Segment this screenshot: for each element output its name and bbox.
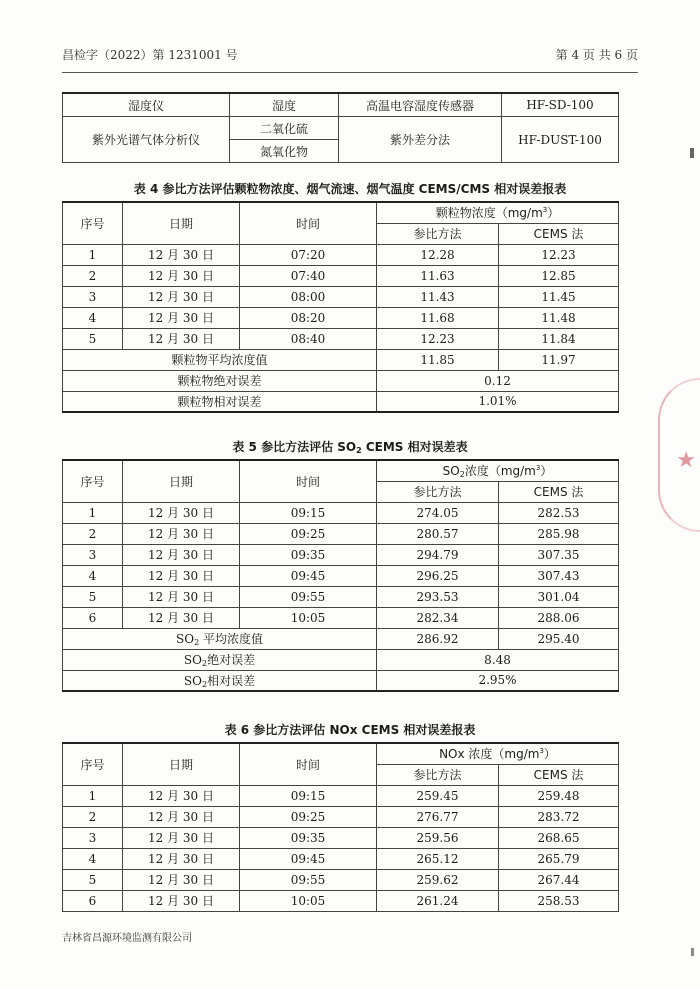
table-cell: 08:00 <box>240 286 377 307</box>
avg-row <box>63 628 619 649</box>
table-cell: 12 月 30 日 <box>123 244 240 265</box>
instrument-table <box>62 92 619 163</box>
company-footer: 吉林省昌源环境监测有限公司 <box>62 933 192 944</box>
abs-error-row <box>63 370 619 391</box>
table-cell: 296.25 <box>377 565 499 586</box>
table-row <box>63 827 619 848</box>
table-cell: 12 月 30 日 <box>123 328 240 349</box>
table-cell: 12 月 30 日 <box>123 869 240 890</box>
abs-error-value: 0.12 <box>377 370 619 391</box>
table-row <box>63 93 619 117</box>
table-cell: 274.05 <box>377 502 499 523</box>
table-cell: 282.53 <box>499 502 619 523</box>
table-cell: 268.65 <box>499 827 619 848</box>
table-cell: 259.62 <box>377 869 499 890</box>
abs-error-row <box>63 649 619 670</box>
table-cell: 12 月 30 日 <box>123 785 240 806</box>
col-header-time: 时间 <box>240 743 377 785</box>
rel-error-row <box>63 670 619 691</box>
scan-mark <box>691 948 694 956</box>
instrument-method: 紫外差分法 <box>339 117 502 163</box>
table-cell: 294.79 <box>377 544 499 565</box>
table-cell: 2 <box>63 806 123 827</box>
table-cell: 4 <box>63 307 123 328</box>
table-row <box>63 869 619 890</box>
table-cell: 3 <box>63 286 123 307</box>
table-cell: 11.84 <box>499 328 619 349</box>
page-number: 第 4 页 共 6 页 <box>555 48 638 62</box>
table5 <box>62 459 619 692</box>
instrument-param: 氮氧化物 <box>230 140 339 163</box>
col-header-date: 日期 <box>123 202 240 244</box>
table-cell: 267.44 <box>499 869 619 890</box>
table-cell: 08:20 <box>240 307 377 328</box>
table-cell: 285.98 <box>499 523 619 544</box>
col-header-date: 日期 <box>123 460 240 502</box>
table4-caption: 表 4 参比方法评估颗粒物浓度、烟气流速、烟气温度 CEMS/CMS 相对误差报表 <box>133 182 567 196</box>
table-cell: 12 月 30 日 <box>123 544 240 565</box>
table-cell: 261.24 <box>377 890 499 911</box>
table-cell: 5 <box>63 869 123 890</box>
avg-label: 颗粒物平均浓度值 <box>63 349 377 370</box>
table-cell: 5 <box>63 586 123 607</box>
table-row <box>63 586 619 607</box>
instrument-param: 二氧化硫 <box>230 117 339 140</box>
table-cell: 12.23 <box>499 244 619 265</box>
table6 <box>62 742 619 912</box>
abs-error-label: 颗粒物绝对误差 <box>63 370 377 391</box>
seal-star-icon: ★ <box>676 448 696 473</box>
table-row <box>63 244 619 265</box>
abs-error-label: $SO_2$绝对误差 <box>63 649 377 670</box>
table-cell: 1 <box>63 244 123 265</box>
col-header-time: 时间 <box>240 460 377 502</box>
table-row <box>63 265 619 286</box>
table-cell: 07:40 <box>240 265 377 286</box>
rel-error-value: 1.01% <box>377 391 619 412</box>
table-cell: 6 <box>63 607 123 628</box>
table-cell: 09:45 <box>240 565 377 586</box>
table-cell: 11.43 <box>377 286 499 307</box>
table-cell: 259.48 <box>499 785 619 806</box>
table-cell: 09:45 <box>240 848 377 869</box>
table-cell: 11.48 <box>499 307 619 328</box>
instrument-name: 湿度仪 <box>63 93 230 117</box>
table-cell: 307.35 <box>499 544 619 565</box>
table-row <box>63 607 619 628</box>
table-cell: 09:15 <box>240 785 377 806</box>
instrument-model: HF-SD-100 <box>502 93 619 117</box>
instrument-method: 高温电容湿度传感器 <box>339 93 502 117</box>
table-cell: 259.56 <box>377 827 499 848</box>
header-rule <box>62 72 638 73</box>
table-row <box>63 565 619 586</box>
table-cell: 09:35 <box>240 544 377 565</box>
table-cell: 307.43 <box>499 565 619 586</box>
table-cell: 282.34 <box>377 607 499 628</box>
table-cell: 4 <box>63 848 123 869</box>
table-cell: 3 <box>63 827 123 848</box>
table-cell: 09:25 <box>240 806 377 827</box>
col-header-no: 序号 <box>63 202 123 244</box>
col-header-cems: CEMS 法 <box>499 764 619 785</box>
table6-caption: 表 6 参比方法评估 NOx CEMS 相对误差报表 <box>224 723 476 737</box>
table-cell: 12.85 <box>499 265 619 286</box>
table-row <box>63 502 619 523</box>
table-cell: 276.77 <box>377 806 499 827</box>
table-cell: 12 月 30 日 <box>123 890 240 911</box>
abs-error-value: 8.48 <box>377 649 619 670</box>
table-cell: 11.45 <box>499 286 619 307</box>
scan-mark <box>690 148 694 158</box>
table-cell: 1 <box>63 785 123 806</box>
col-header-group: $SO_2$浓度$(mg/m^3)$ <box>377 460 619 481</box>
table-cell: 12.23 <box>377 328 499 349</box>
table-cell: 12 月 30 日 <box>123 565 240 586</box>
table-cell: 09:55 <box>240 586 377 607</box>
table-cell: 288.06 <box>499 607 619 628</box>
table-cell: 4 <box>63 565 123 586</box>
col-header-cems: CEMS 法 <box>499 223 619 244</box>
table-cell: 07:20 <box>240 244 377 265</box>
table5-caption: 表 5 参比方法评估 $SO_2$ CEMS 相对误差表 <box>232 440 468 455</box>
col-header-cems: CEMS 法 <box>499 481 619 502</box>
table-cell: 265.79 <box>499 848 619 869</box>
table-cell: 280.57 <box>377 523 499 544</box>
rel-error-row <box>63 391 619 412</box>
table-cell: 12 月 30 日 <box>123 523 240 544</box>
table-cell: 12 月 30 日 <box>123 607 240 628</box>
table-cell: 10:05 <box>240 607 377 628</box>
table-cell: 09:15 <box>240 502 377 523</box>
report-number: 昌检字（2022）第 1231001 号 <box>62 48 238 62</box>
col-header-ref: 参比方法 <box>377 481 499 502</box>
col-header-ref: 参比方法 <box>377 764 499 785</box>
table-row <box>63 848 619 869</box>
table-cell: 11.68 <box>377 307 499 328</box>
table-cell: 12 月 30 日 <box>123 286 240 307</box>
table-row <box>63 328 619 349</box>
avg-row <box>63 349 619 370</box>
avg-ref: 286.92 <box>377 628 499 649</box>
table-cell: 301.04 <box>499 586 619 607</box>
table4 <box>62 201 619 413</box>
table-cell: 259.45 <box>377 785 499 806</box>
table-row <box>63 806 619 827</box>
table-cell: 2 <box>63 265 123 286</box>
avg-ref: 11.85 <box>377 349 499 370</box>
table-cell: 265.12 <box>377 848 499 869</box>
table-cell: 12.28 <box>377 244 499 265</box>
table-cell: 12 月 30 日 <box>123 265 240 286</box>
table-row <box>63 307 619 328</box>
page-header <box>62 46 638 63</box>
table-row <box>63 523 619 544</box>
table-cell: 293.53 <box>377 586 499 607</box>
table-cell: 12 月 30 日 <box>123 502 240 523</box>
table-cell: 12 月 30 日 <box>123 806 240 827</box>
table-cell: 258.53 <box>499 890 619 911</box>
col-header-group: NOx 浓度$(mg/m^3)$ <box>377 743 619 764</box>
table-cell: 6 <box>63 890 123 911</box>
table-cell: 2 <box>63 523 123 544</box>
table-cell: 12 月 30 日 <box>123 586 240 607</box>
table-row <box>63 286 619 307</box>
table-cell: 09:35 <box>240 827 377 848</box>
col-header-date: 日期 <box>123 743 240 785</box>
col-header-group: 颗粒物浓度$(mg/m^3)$ <box>377 202 619 223</box>
col-header-time: 时间 <box>240 202 377 244</box>
table-row <box>63 890 619 911</box>
rel-error-label: 颗粒物相对误差 <box>63 391 377 412</box>
avg-label: $SO_2$ 平均浓度值 <box>63 628 377 649</box>
col-header-no: 序号 <box>63 460 123 502</box>
instrument-model: HF-DUST-100 <box>502 117 619 163</box>
table-cell: 09:25 <box>240 523 377 544</box>
table-cell: 10:05 <box>240 890 377 911</box>
table-row <box>63 544 619 565</box>
rel-error-value: 2.95% <box>377 670 619 691</box>
rel-error-label: $SO_2$相对误差 <box>63 670 377 691</box>
table-cell: 08:40 <box>240 328 377 349</box>
table-cell: 11.63 <box>377 265 499 286</box>
table-cell: 12 月 30 日 <box>123 307 240 328</box>
table-cell: 5 <box>63 328 123 349</box>
instrument-param: 湿度 <box>230 93 339 117</box>
table-cell: 12 月 30 日 <box>123 848 240 869</box>
avg-cems: 11.97 <box>499 349 619 370</box>
col-header-ref: 参比方法 <box>377 223 499 244</box>
table-row <box>63 117 619 140</box>
instrument-name: 紫外光谱气体分析仪 <box>63 117 230 163</box>
table-cell: 3 <box>63 544 123 565</box>
col-header-no: 序号 <box>63 743 123 785</box>
table-cell: 283.72 <box>499 806 619 827</box>
table-cell: 12 月 30 日 <box>123 827 240 848</box>
table-row <box>63 785 619 806</box>
table-cell: 1 <box>63 502 123 523</box>
avg-cems: 295.40 <box>499 628 619 649</box>
table-cell: 09:55 <box>240 869 377 890</box>
